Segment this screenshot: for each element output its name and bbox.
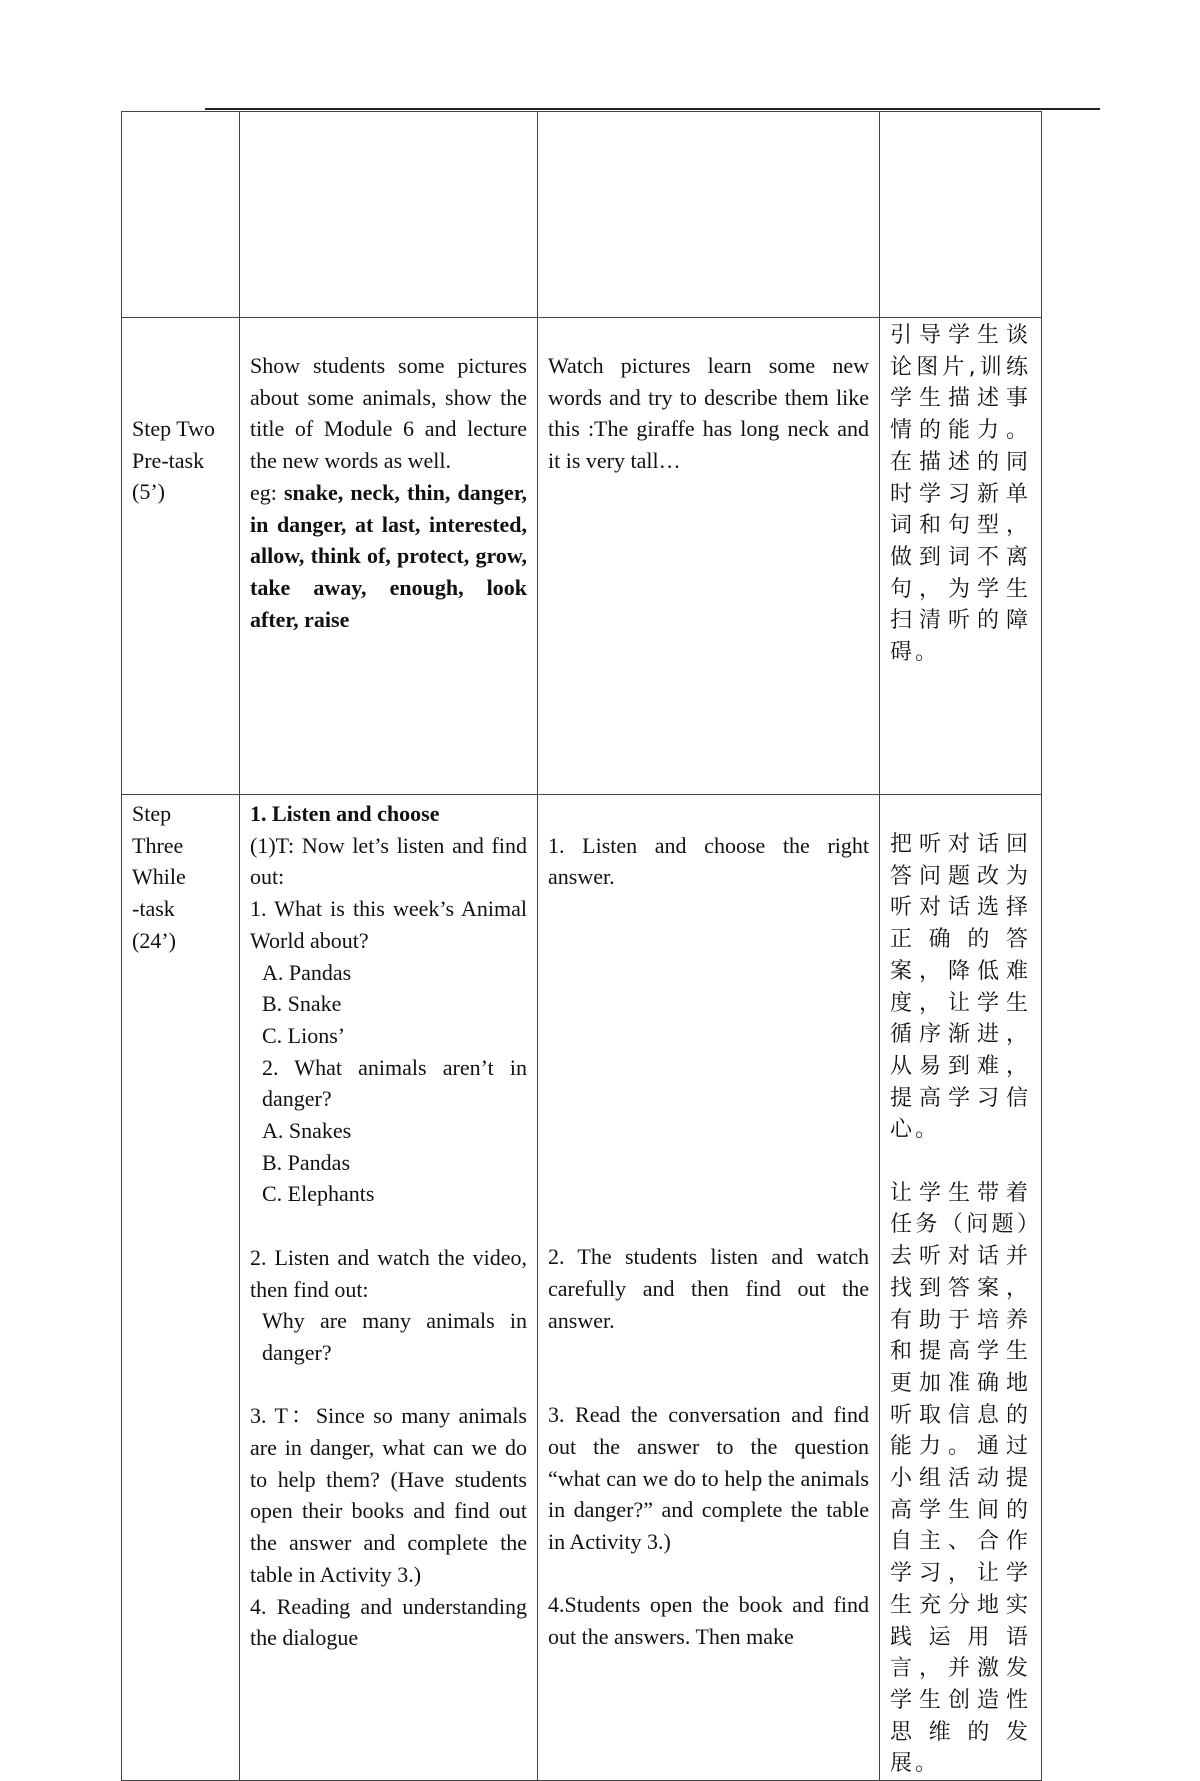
task-2-question: Why are many animals in danger? [262, 1308, 527, 1365]
task-4: 4. Reading and understanding the dialogue [250, 1593, 527, 1651]
step-cell [122, 318, 240, 795]
teacher-activity-text: Show students some pictures about some animals, show the title of Module 6 and lecture the new words as well. [250, 353, 527, 474]
table-row-continued [122, 112, 1042, 318]
student-step-1: 1. Listen and choose the right answer. [548, 832, 869, 890]
task-heading: 1. Listen and choose [250, 801, 440, 826]
new-words-line [250, 477, 527, 636]
option: A. Pandas [262, 959, 352, 985]
step-label-line: Three [132, 832, 184, 858]
task-3: 3. T：Since so many animals are in danger, what can we do to help them? (Have students open their books and find out the answer and complete the table in Activity 3.) [250, 1403, 527, 1587]
lesson-plan-table [121, 111, 1042, 1781]
task-intro: (1)T: Now let’s listen and find out: [250, 832, 527, 890]
cell-empty [538, 112, 880, 318]
option: C. Lions’ [262, 1022, 346, 1048]
spacer [250, 1210, 527, 1242]
spacer [548, 1336, 869, 1399]
step-label-line: Step [132, 801, 172, 826]
spacer [548, 798, 869, 830]
option: C. Elephants [262, 1181, 375, 1207]
student-activity-cell [538, 318, 880, 795]
step-label-line: (24’) [132, 927, 176, 953]
question-1: 1. What is this week’s Animal World about? [250, 896, 527, 953]
student-activity-text: Watch pictures learn some new words and try to describe them like this :The giraffe has long neck and it is very tall… [548, 353, 869, 474]
cell-empty [240, 112, 538, 318]
student-step-2: 2. The students listen and watch carefully and then find out the answer. [548, 1244, 869, 1333]
purpose-cell [880, 795, 1042, 1781]
option: B. Snake [262, 991, 342, 1017]
step-cell [122, 795, 240, 1781]
student-activity-cell [538, 795, 880, 1781]
purpose-text-1: 把听对话回答问题改为听对话选择正确的答案，降低难度，让学生循序渐进，从易到难，提高学习信心。 [890, 832, 1031, 1143]
task-2: 2. Listen and watch the video, then find out: [250, 1244, 527, 1302]
purpose-text-2: 让学生带着任务（问题）去听对话并找到答案，有助于培养和提高学生更加准确地听取信息的能力。通过小组活动提高学生间的自主、合作学习，让学生充分地实践运用语言，并激发学生创造性思维的发展。 [890, 1180, 1031, 1777]
table-row-pretask [122, 318, 1042, 795]
step-label-line: -task [132, 896, 175, 922]
header-rule [205, 108, 1100, 110]
spacer [890, 1146, 1031, 1178]
step-label-line: While [132, 864, 186, 890]
step-label-line: Pre-task [132, 447, 205, 473]
teacher-activity-cell [240, 318, 538, 795]
spacer [250, 1369, 527, 1401]
cell-empty [880, 112, 1042, 318]
student-step-4: 4.Students open the book and find out the answers. Then make [548, 1592, 869, 1650]
step-label-line: Step Two [132, 416, 216, 441]
step-label-line: (5’) [132, 479, 165, 505]
question-2: 2. What animals aren’t in danger? [262, 1054, 527, 1112]
spacer [548, 893, 869, 1241]
cell-empty [122, 112, 240, 318]
teacher-activity-cell [240, 795, 538, 1781]
student-step-3: 3. Read the conversation and find out the answer to the question “what can we do to help the animals in danger?” and complete the table in Activity 3.) [548, 1402, 869, 1555]
purpose-cell [880, 318, 1042, 795]
spacer [548, 1558, 869, 1590]
purpose-text: 引导学生谈论图片,训练学生描述事情的能力。在描述的同时学习新单词和句型，做到词不离句，为学生扫清听的障碍。 [890, 323, 1031, 666]
eg-prefix: eg: [250, 479, 284, 505]
option: B. Pandas [262, 1149, 350, 1175]
table-row-whiletask [122, 795, 1042, 1781]
new-words-list: snake, neck, thin, danger, in danger, at last, interested, allow, think of, protect, grow, take away, enough, look after, raise [250, 479, 527, 632]
option: A. Snakes [262, 1118, 352, 1144]
